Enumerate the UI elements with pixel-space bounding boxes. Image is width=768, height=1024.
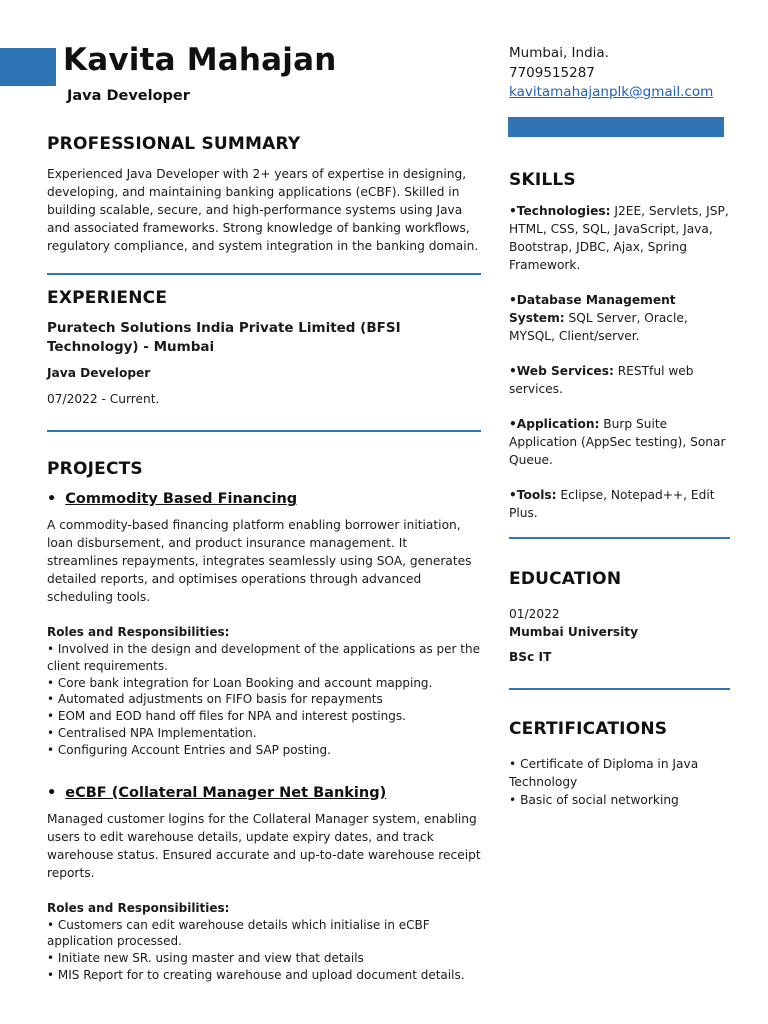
skill-label: •Web Services: bbox=[509, 364, 614, 378]
responsibility-item: • Configuring Account Entries and SAP posting. bbox=[47, 742, 331, 757]
candidate-job-title: Java Developer bbox=[67, 88, 190, 104]
responsibility-item: • Centralised NPA Implementation. bbox=[47, 725, 257, 740]
skill-value: Burp Suite Application (AppSec testing), Sonar Queue. bbox=[509, 417, 726, 467]
contact-location: Mumbai, India. bbox=[509, 45, 609, 61]
project-title: Commodity Based Financing bbox=[65, 491, 298, 507]
skills-heading: SKILLS bbox=[509, 170, 576, 190]
skill-value: J2EE, Servlets, JSP, HTML, CSS, SQL, JavaScript, Java, Bootstrap, JDBC, Ajax, Spring Framework. bbox=[509, 204, 729, 272]
certification-item: • Basic of social networking bbox=[509, 793, 679, 807]
skill-item bbox=[509, 291, 730, 345]
project-heading bbox=[47, 491, 481, 507]
header-accent-block bbox=[0, 48, 56, 86]
skill-value: RESTful web services. bbox=[509, 364, 694, 396]
education-date: 01/2022 bbox=[509, 607, 560, 621]
skill-label: •Technologies: bbox=[509, 204, 611, 218]
roles-label: Roles and Responsibilities: bbox=[47, 625, 230, 639]
responsibility-item: • Customers can edit warehouse details which initialise in eCBF application processed. bbox=[47, 917, 430, 949]
project-heading bbox=[47, 785, 481, 801]
contact-info bbox=[509, 44, 713, 103]
summary-text: Experienced Java Developer with 2+ years of expertise in designing, developing, and maintaining banking applications (eCBF). Skilled in building scalable, secure, and high-performance systems using Java and associated frameworks. Strong knowledge of banking workflows, regulatory compliance, and system integration in the banking domain. bbox=[47, 167, 479, 253]
certification-item: • Certificate of Diploma in Java Technology bbox=[509, 757, 699, 789]
responsibility-item: • Automated adjustments on FIFO basis for repayments bbox=[47, 692, 383, 707]
contact-accent-bar bbox=[508, 117, 724, 137]
skill-label: •Database Management System: bbox=[509, 293, 676, 325]
skill-item bbox=[509, 486, 730, 522]
sidebar-column bbox=[509, 170, 730, 809]
education-degree: BSc IT bbox=[509, 650, 552, 664]
project-item bbox=[47, 491, 481, 759]
education-school: Mumbai University bbox=[509, 625, 639, 639]
skill-item bbox=[509, 202, 730, 274]
responsibility-item: • EOM and EOD hand off files for NPA and interest postings. bbox=[47, 709, 406, 724]
responsibility-item: • Initiate new SR. using master and view that details bbox=[47, 951, 364, 966]
project-description: A commodity-based financing platform enabling borrower initiation, loan disbursement, and product insurance management. It streamlines repayments, integrates seamlessly using SOA, generates detailed reports, and optimises operations through advanced scheduling tools. bbox=[47, 518, 472, 604]
skill-item bbox=[509, 362, 730, 398]
responsibilities-list bbox=[47, 641, 481, 759]
skill-value: SQL Server, Oracle, MYSQL, Client/server. bbox=[509, 311, 688, 343]
candidate-name: Kavita Mahajan bbox=[63, 42, 337, 78]
contact-email-link[interactable]: kavitamahajanplk@gmail.com bbox=[509, 84, 714, 100]
section-divider bbox=[509, 537, 730, 539]
experience-heading: EXPERIENCE bbox=[47, 288, 168, 308]
education-heading: EDUCATION bbox=[509, 569, 622, 589]
responsibility-item: • MIS Report for to creating warehouse and upload document details. bbox=[47, 967, 465, 982]
skills-list bbox=[509, 202, 730, 522]
section-divider bbox=[47, 430, 481, 432]
section-divider bbox=[47, 273, 481, 275]
roles-label: Roles and Responsibilities: bbox=[47, 900, 230, 915]
certifications-heading: CERTIFICATIONS bbox=[509, 719, 668, 739]
skill-label: •Tools: bbox=[509, 488, 557, 502]
experience-dates: 07/2022 - Current. bbox=[47, 392, 160, 406]
projects-heading: PROJECTS bbox=[47, 459, 143, 479]
section-divider bbox=[509, 688, 730, 690]
responsibility-item: • Core bank integration for Loan Booking and account mapping. bbox=[47, 675, 433, 690]
main-column bbox=[47, 134, 481, 984]
project-description: Managed customer logins for the Collateral Manager system, enabling users to edit warehouse details, update expiry dates, and track warehouse status. Ensured accurate and up-to-date warehouse receipt reports. bbox=[47, 811, 481, 880]
experience-role: Java Developer bbox=[47, 366, 151, 380]
skill-value: Eclipse, Notepad++, Edit Plus. bbox=[509, 488, 715, 520]
skill-label: •Application: bbox=[509, 417, 600, 431]
responsibility-item: • Involved in the design and development of the applications as per the client requirements. bbox=[47, 642, 480, 673]
contact-phone: 7709515287 bbox=[509, 64, 595, 81]
summary-heading: PROFESSIONAL SUMMARY bbox=[47, 134, 301, 154]
project-title: eCBF (Collateral Manager Net Banking) bbox=[65, 784, 387, 801]
project-bullet: • bbox=[47, 491, 57, 507]
project-item bbox=[47, 785, 481, 984]
experience-company: Puratech Solutions India Private Limited (BFSI Technology) - Mumbai bbox=[47, 320, 401, 355]
skill-item bbox=[509, 415, 730, 469]
project-bullet: • bbox=[47, 784, 57, 801]
certifications-list bbox=[509, 755, 730, 809]
responsibilities-list bbox=[47, 917, 481, 984]
